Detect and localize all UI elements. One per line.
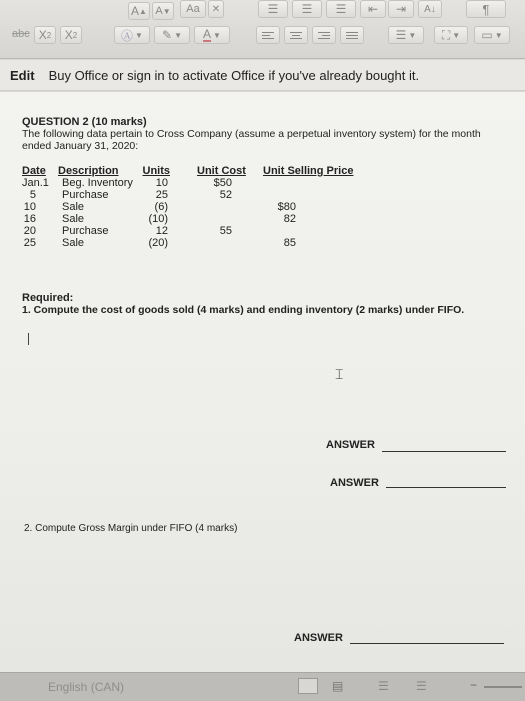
zoom-out-icon[interactable]: − xyxy=(470,678,478,692)
web-layout-view-icon[interactable]: ▤ xyxy=(332,679,344,693)
cell-units: 10 xyxy=(155,177,168,189)
borders-button[interactable]: ▭ ▼ xyxy=(474,26,510,44)
justify-button[interactable] xyxy=(340,26,364,44)
ribbon-toolbar xyxy=(0,0,525,59)
cell-units: (20) xyxy=(148,237,168,249)
align-left-icon xyxy=(262,32,274,39)
cell-date: 16 xyxy=(23,213,36,225)
line-spacing-button[interactable]: ☰ ▼ xyxy=(388,26,424,44)
zoom-slider[interactable] xyxy=(484,686,522,688)
cell-units: (6) xyxy=(154,201,168,213)
required-heading: Required: xyxy=(22,292,74,304)
cell-unit-price: $80 xyxy=(277,201,296,213)
show-formatting-button[interactable] xyxy=(466,0,506,18)
cell-description: Beg. Inventory xyxy=(62,177,133,189)
cell-unit-cost: 55 xyxy=(219,225,232,237)
col-header-description: Description xyxy=(58,165,119,177)
align-center-button[interactable] xyxy=(284,26,308,44)
increase-indent-button[interactable] xyxy=(388,0,414,18)
subscript-button[interactable]: X 2 xyxy=(34,26,56,44)
cell-unit-cost: 52 xyxy=(219,189,232,201)
decrease-indent-icon: ⇤ xyxy=(367,2,379,16)
pilcrow-icon: ¶ xyxy=(482,1,490,17)
answer-label-1: ANSWER xyxy=(326,439,375,451)
numbering-icon: ☰ xyxy=(301,2,313,16)
sort-button[interactable] xyxy=(418,0,442,18)
align-left-button[interactable] xyxy=(256,26,280,44)
col-header-unit-cost: Unit Cost xyxy=(197,165,246,177)
col-header-date: Date xyxy=(22,165,46,177)
answer-label-3: ANSWER xyxy=(294,632,343,644)
cell-description: Sale xyxy=(62,213,85,225)
cell-date: 25 xyxy=(23,237,36,249)
bullets-button[interactable] xyxy=(258,0,288,18)
answer-line-2[interactable] xyxy=(386,487,506,488)
grow-font-button[interactable]: A ▲ xyxy=(128,2,150,20)
sort-icon: A↓ xyxy=(424,3,436,15)
paint-bucket-icon: ⛶ xyxy=(441,27,451,42)
strikethrough-button[interactable]: abc xyxy=(12,28,30,40)
clear-formatting-button[interactable] xyxy=(208,0,224,18)
align-right-icon xyxy=(318,32,330,39)
highlighter-icon: ✎ xyxy=(162,28,173,42)
language-indicator[interactable]: English (CAN) xyxy=(48,680,125,694)
numbering-button[interactable] xyxy=(292,0,322,18)
required-item-1: 1. Compute the cost of goods sold (4 marks) and ending inventory (2 marks) under FIFO. xyxy=(22,304,465,316)
format-painter-icon: Aa xyxy=(186,3,200,15)
text-effects-icon: Ⓐ xyxy=(121,28,134,43)
increase-indent-icon: ⇥ xyxy=(395,2,407,16)
outline-view-icon[interactable]: ☰ xyxy=(378,679,389,693)
answer-label-2: ANSWER xyxy=(330,477,379,489)
superscript-button[interactable]: X 2 xyxy=(60,26,82,44)
borders-icon: ▭ xyxy=(481,28,493,42)
edit-menu[interactable]: Edit xyxy=(10,67,35,83)
activation-message[interactable]: Buy Office or sign in to activate Office if you've already bought it. xyxy=(48,67,420,83)
highlight-button[interactable]: ✎ ▼ xyxy=(154,26,190,44)
draft-view-icon[interactable]: ☰ xyxy=(416,679,427,693)
question-intro-line-2: ended January 31, 2020: xyxy=(22,140,139,152)
multilevel-list-icon: ☰ xyxy=(335,2,347,16)
shading-button[interactable]: ⛶ ▼ xyxy=(434,26,468,44)
cell-units: 25 xyxy=(155,189,168,201)
ibeam-pointer-icon: ⌶ xyxy=(335,366,344,382)
clear-formatting-icon: ✕ xyxy=(211,3,221,15)
question-heading: QUESTION 2 (10 marks) xyxy=(22,116,147,128)
activation-message-bar xyxy=(0,60,525,91)
align-center-icon xyxy=(290,32,302,39)
cell-date: 10 xyxy=(23,201,36,213)
line-spacing-icon: ☰ xyxy=(395,28,407,42)
format-painter-button[interactable] xyxy=(180,0,206,18)
print-layout-view-button[interactable] xyxy=(298,678,318,694)
col-header-units: Units xyxy=(142,165,170,177)
bullets-icon: ☰ xyxy=(267,2,279,16)
cell-description: Sale xyxy=(62,201,85,213)
shrink-font-button[interactable]: A ▼ xyxy=(152,2,174,20)
cell-units: 12 xyxy=(155,225,168,237)
cell-unit-cost: $50 xyxy=(213,177,232,189)
document-page[interactable] xyxy=(0,92,525,672)
question-intro-line-1: The following data pertain to Cross Company (assume a perpetual inventory system) for the month xyxy=(22,128,481,140)
status-bar xyxy=(0,672,525,701)
cell-description: Purchase xyxy=(62,225,109,237)
justify-icon xyxy=(346,32,358,39)
cell-date: Jan.1 xyxy=(22,177,49,189)
required-item-2: 2. Compute Gross Margin under FIFO (4 marks) xyxy=(24,523,238,534)
font-color-button[interactable]: A ▼ xyxy=(194,26,230,44)
cell-unit-price: 85 xyxy=(283,237,296,249)
cell-description: Purchase xyxy=(62,189,109,201)
cell-date: 20 xyxy=(23,225,36,237)
decrease-indent-button[interactable] xyxy=(360,0,386,18)
text-effects-button[interactable]: Ⓐ ▼ xyxy=(114,26,150,44)
col-header-unit-selling-price: Unit Selling Price xyxy=(263,165,354,177)
align-right-button[interactable] xyxy=(312,26,336,44)
cell-description: Sale xyxy=(62,237,85,249)
cell-units: (10) xyxy=(148,213,168,225)
answer-line-1[interactable] xyxy=(382,451,506,452)
cell-date: 5 xyxy=(29,189,36,201)
multilevel-list-button[interactable] xyxy=(326,0,356,18)
text-cursor xyxy=(28,333,29,345)
cell-unit-price: 82 xyxy=(283,213,296,225)
answer-line-3[interactable] xyxy=(350,643,504,644)
